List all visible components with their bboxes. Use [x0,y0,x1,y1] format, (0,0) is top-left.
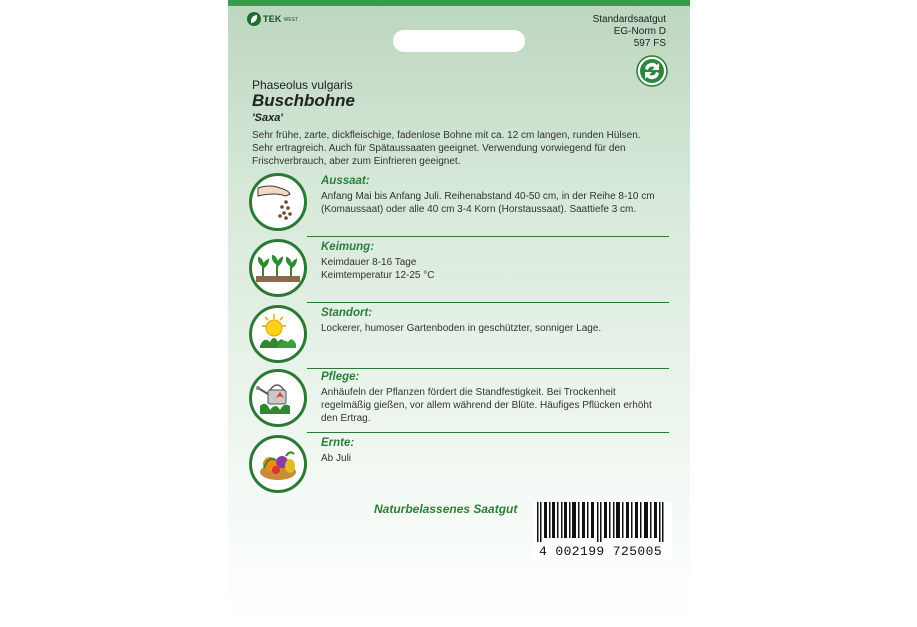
divider [307,236,669,237]
section-text: Anfang Mai bis Anfang Juli. Reihenabstand 40-50 cm, in der Reihe 8-10 cm (Komaussaat) oder alle 40 cm 3-4 Korn (Horstaussaat). Saattiefe 3 cm. [321,191,655,215]
product-description: Sehr frühe, zarte, dickfleischige, fadenlose Bohne mit ca. 12 cm langen, runden Hülsen. Sehr ertragreich. Auch für Spätaussaaten geeignet. Verwendung vorwiegend für den Frischverbrauch, aber zum Einfrieren geeignet. [252,130,641,167]
section-ernte [249,435,669,497]
standard-info [593,14,666,50]
variety-name: 'Saxa' [252,112,283,124]
standard-line-3: 597 FS [633,38,666,49]
product-name: Buschbohne [252,91,355,110]
barcode-number: 4 002199 725005 [539,544,663,559]
seed-packet-back [228,0,690,627]
divider [307,432,669,433]
section-title: Keimung: [321,241,375,253]
section-title: Aussaat: [321,175,370,187]
sun-location-icon [249,305,307,363]
section-pflege [249,369,669,431]
standard-line-1: Standardsaatgut [592,14,666,25]
section-text: Ab Juli [321,453,352,464]
hang-hole [393,30,525,52]
green-dot-recycle-icon [636,55,668,87]
barcode [533,502,672,560]
section-title: Ernte: [321,437,355,449]
leaf-logo-icon [247,12,261,26]
section-standort [249,305,669,367]
brand-sub: WEST [283,17,299,23]
latin-name: Phaseolus vulgaris [252,78,353,92]
standard-line-2: EG-Norm D [613,26,666,37]
seedling-icon [249,239,307,297]
section-keimung [249,239,669,301]
section-text: Keimdauer 8-16 Tage Keimtemperatur 12-25 °C [321,257,435,281]
section-title: Pflege: [321,371,360,383]
harvest-icon [249,435,307,493]
footer-tagline: Naturbelassenes Saatgut [374,502,518,516]
watering-can-icon [249,369,307,427]
top-bar [228,0,690,6]
brand-logo [247,12,298,26]
divider [307,302,669,303]
section-text: Anhäufeln der Pflanzen fördert die Standfestigkeit. Bei Trockenheit regelmäßig gießen, vor allem während der Blüte. Häufiges Pflücken erhöht den Ertrag. [321,387,652,424]
section-text: Lockerer, humoser Gartenboden in geschützter, sonniger Lage. [321,323,602,334]
seed-sowing-icon [249,173,307,231]
barcode-bars [537,502,668,542]
section-aussaat [249,173,669,235]
brand-name: TEK [263,14,282,24]
section-title: Standort: [321,307,373,319]
